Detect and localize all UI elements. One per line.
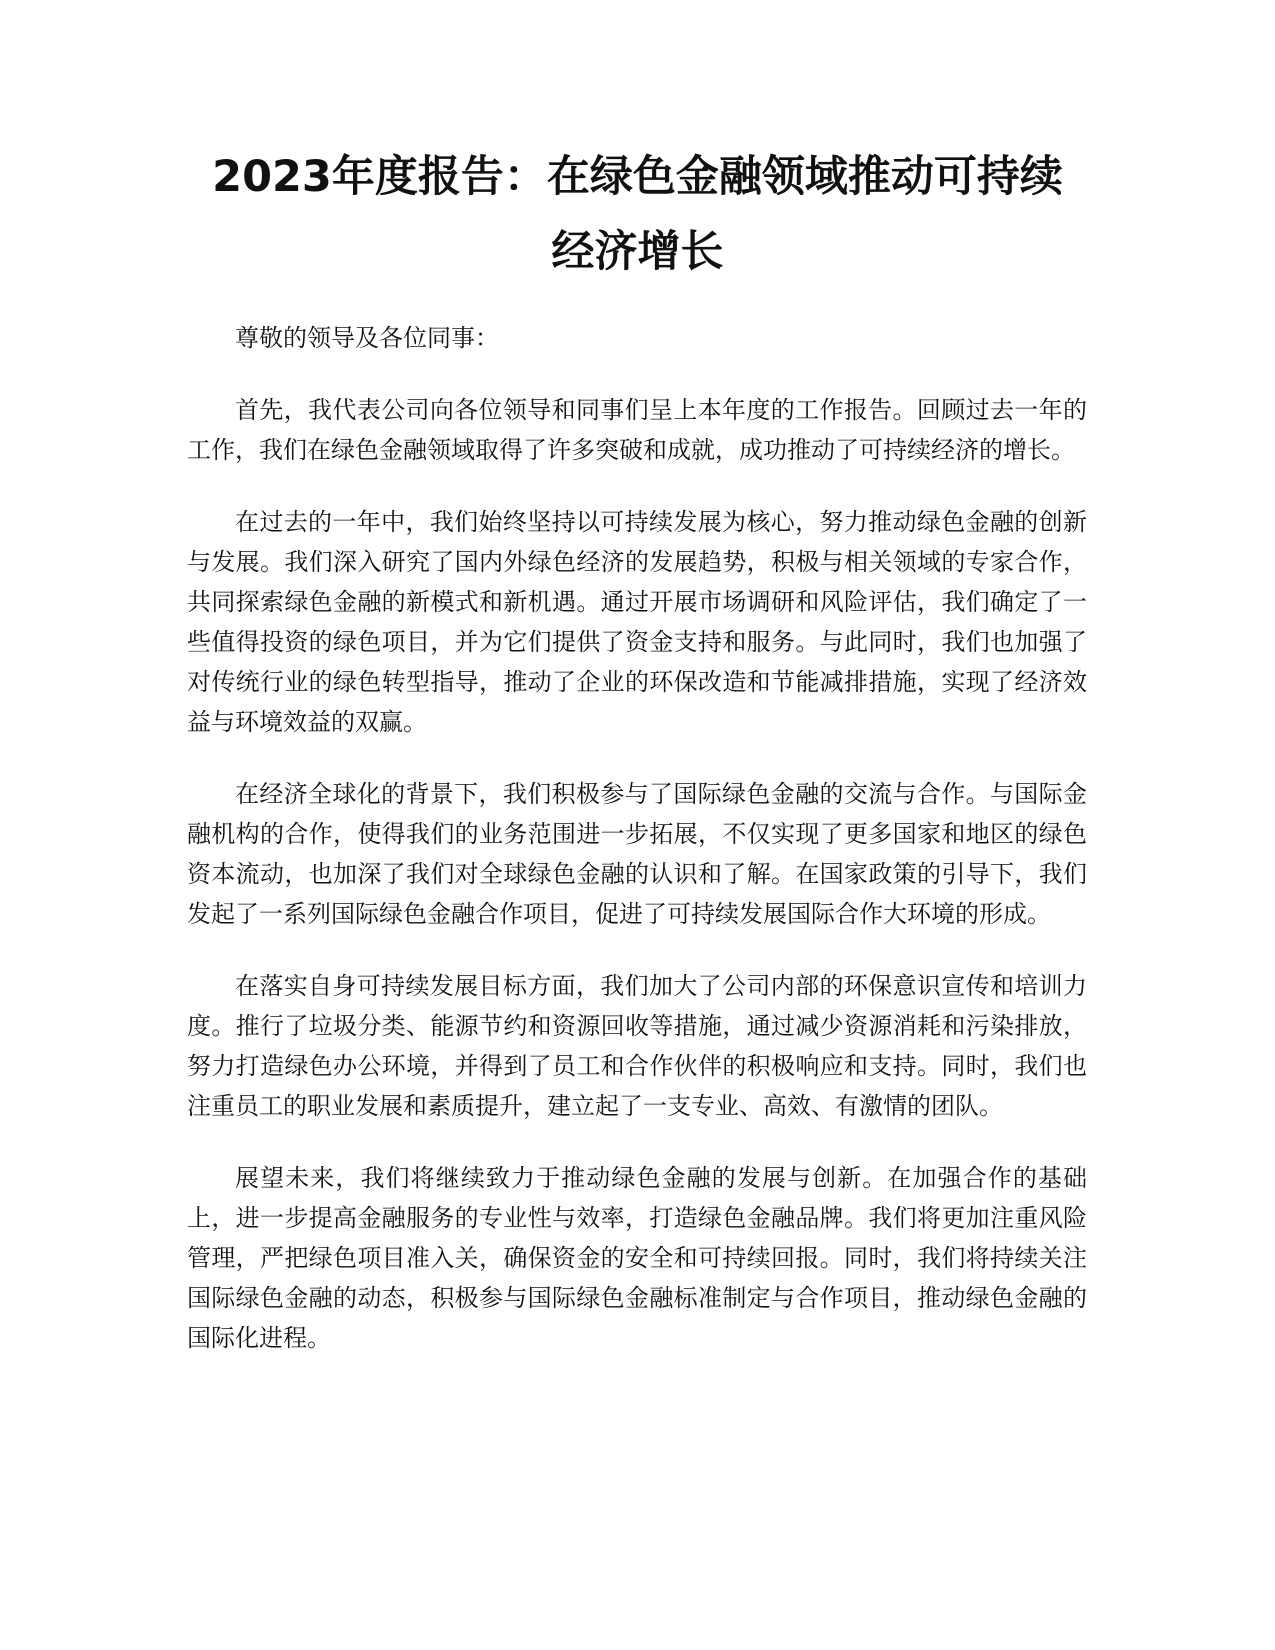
paragraph-internal-goals: 在落实自身可持续发展目标方面，我们加大了公司内部的环保意识宣传和培训力度。推行了垃圾分类、能源节约和资源回收等措施，通过减少资源消耗和污染排放，努力打造绿色办公环境，并得到了员工和合作伙伴的积极响应和支持。同时，我们也注重员工的职业发展和素质提升，建立起了一支专业、高效、有激情的团队。 xyxy=(187,972,1087,1120)
paragraph-international: 在经济全球化的背景下，我们积极参与了国际绿色金融的交流与合作。与国际金融机构的合作，使得我们的业务范围进一步拓展，不仅实现了更多国家和地区的绿色资本流动，也加深了我们对全球绿色金融的认识和了解。在国家政策的引导下，我们发起了一系列国际绿色金融合作项目，促进了可持续发展国际合作大环境的形成。 xyxy=(187,780,1087,928)
paragraph-past-year: 在过去的一年中，我们始终坚持以可持续发展为核心，努力推动绿色金融的创新与发展。我们深入研究了国内外绿色经济的发展趋势，积极与相关领域的专家合作，共同探索绿色金融的新模式和新机遇。通过开展市场调研和风险评估，我们确定了一些值得投资的绿色项目，并为它们提供了资金支持和服务。与此同时，我们也加强了对传统行业的绿色转型指导，推动了企业的环保改造和节能减排措施，实现了经济效益与环境效益的双赢。 xyxy=(187,508,1087,736)
document-title-line-1: 2023年度报告：在绿色金融领域推动可持续 xyxy=(212,152,1063,202)
document-title xyxy=(180,140,1095,290)
document-body xyxy=(187,318,1087,1390)
salutation: 尊敬的领导及各位同事： xyxy=(235,324,499,352)
document-title-line-2: 经济增长 xyxy=(551,227,724,277)
paragraph-intro: 首先，我代表公司向各位领导和同事们呈上本年度的工作报告。回顾过去一年的工作，我们在绿色金融领域取得了许多突破和成就，成功推动了可持续经济的增长。 xyxy=(187,396,1087,464)
paragraph-outlook: 展望未来，我们将继续致力于推动绿色金融的发展与创新。在加强合作的基础上，进一步提高金融服务的专业性与效率，打造绿色金融品牌。我们将更加注重风险管理，严把绿色项目准入关，确保资金的安全和可持续回报。同时，我们将持续关注国际绿色金融的动态，积极参与国际绿色金融标准制定与合作项目，推动绿色金融的国际化进程。 xyxy=(187,1164,1087,1352)
